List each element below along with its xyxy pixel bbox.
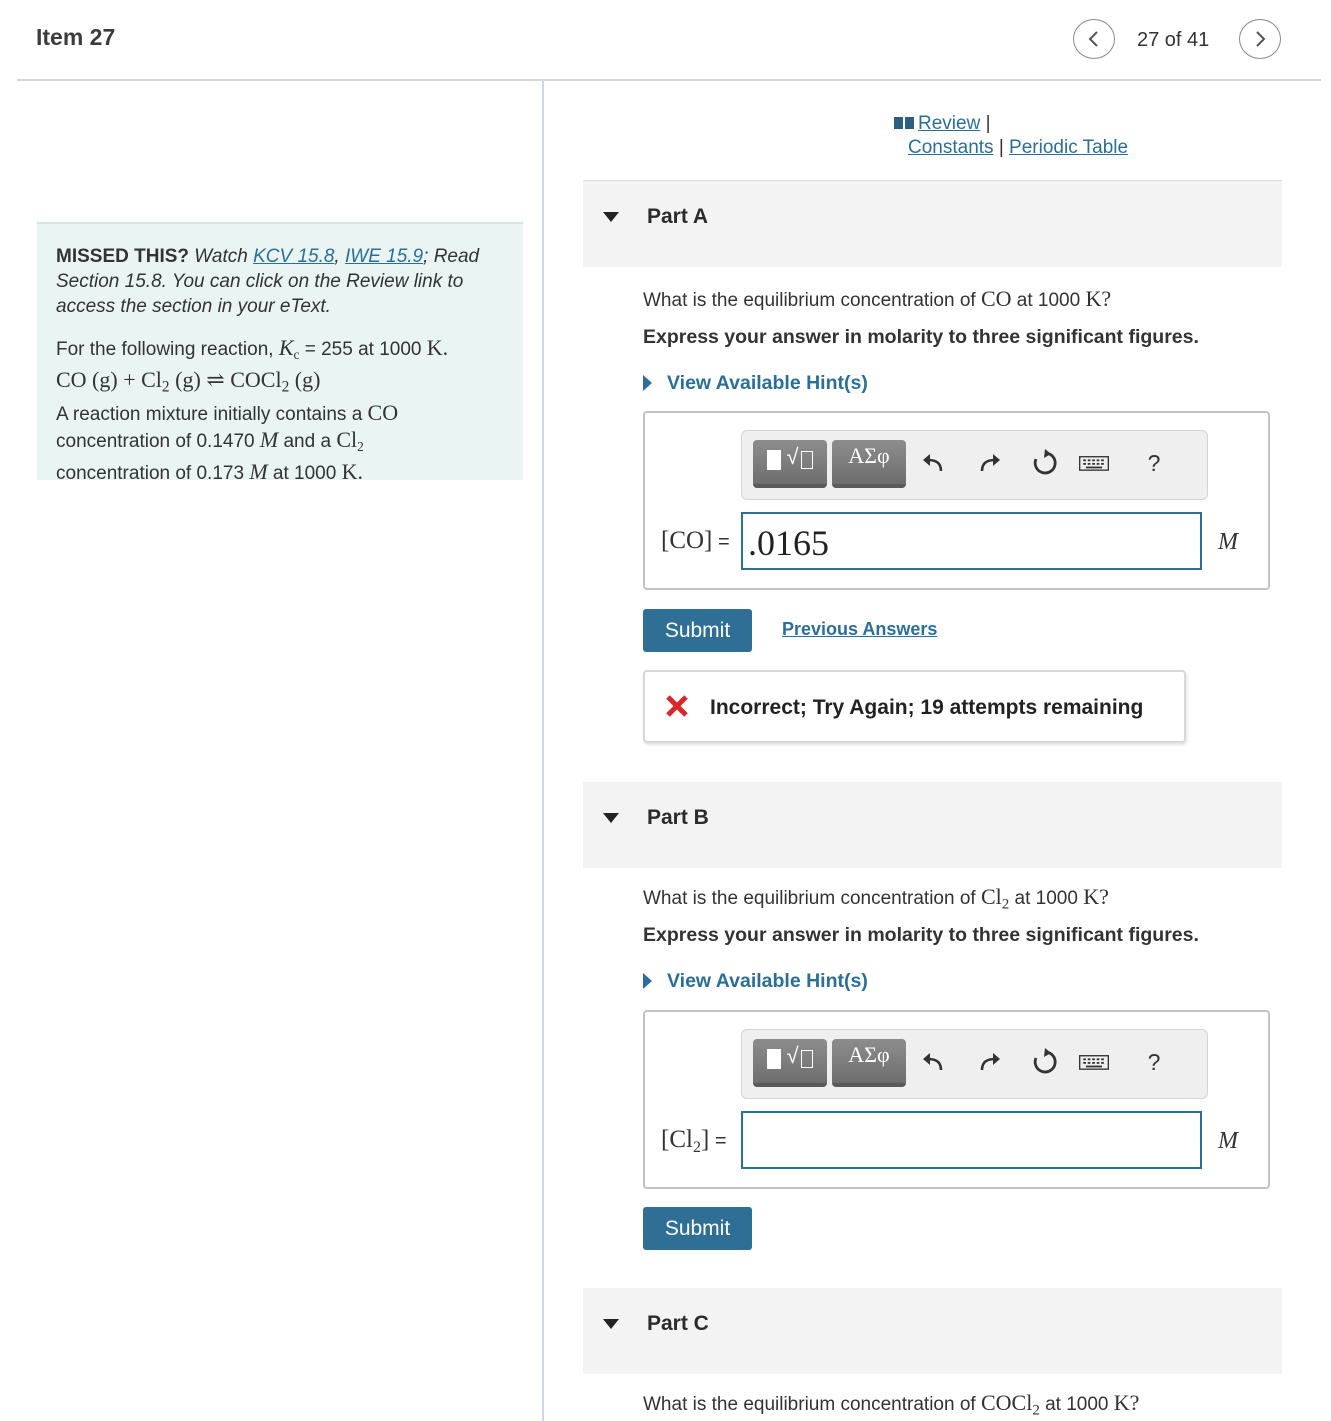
expand-triangle-icon xyxy=(643,973,652,989)
collapse-caret-icon[interactable] xyxy=(603,1319,619,1329)
cl2-concentration-label: $[Cl_2]$ = xyxy=(661,1126,727,1156)
header-divider xyxy=(17,79,1321,81)
co-answer-input[interactable] xyxy=(741,512,1202,570)
help-button[interactable]: ? xyxy=(1147,449,1161,476)
collapse-caret-icon[interactable] xyxy=(603,813,619,823)
part-b-header[interactable] xyxy=(583,782,1282,868)
part-b-question: What is the equilibrium concentration of $Cl_2$ at 1000 K? xyxy=(643,884,1109,913)
item-title: Item 27 xyxy=(36,24,116,50)
part-c-question: What is the equilibrium concentration of COCl$_2$ at 1000 K? xyxy=(643,1390,1140,1419)
part-a-title: Part A xyxy=(647,205,709,228)
reset-icon[interactable] xyxy=(1028,446,1062,480)
part-b-hint-toggle[interactable]: View Available Hint(s) xyxy=(643,970,868,993)
cl2-answer-input[interactable] xyxy=(741,1111,1202,1169)
previous-answers-link[interactable]: Previous Answers xyxy=(782,619,938,639)
part-c-header[interactable] xyxy=(583,1288,1282,1374)
constants-link[interactable]: Constants xyxy=(908,137,994,158)
part-c-title: Part C xyxy=(647,1312,709,1335)
co-concentration-label: [CO] = xyxy=(661,527,730,554)
greek-symbols-button[interactable]: ΑΣφ xyxy=(832,1039,906,1087)
undo-icon[interactable] xyxy=(916,1045,950,1079)
missed-this-note: MISSED THIS? Watch KCV 15.8, IWE 15.9; Read Section 15.8. You can click on the Review link to access the section in your eText. xyxy=(56,246,480,317)
chevron-right-icon xyxy=(1253,29,1267,49)
initial-conditions: A reaction mixture initially contains a CO concentration of 0.1470 M and a $Cl_2$ concentration of 0.173 M at 1000 K. xyxy=(56,399,399,484)
part-b-submit-button[interactable]: Submit xyxy=(643,1207,752,1250)
missed-label: MISSED THIS? xyxy=(56,246,190,267)
problem-intro xyxy=(37,222,523,484)
error-x-icon xyxy=(664,693,690,719)
next-item-button[interactable] xyxy=(1239,19,1281,59)
keyboard-icon[interactable] xyxy=(1077,446,1111,480)
templates-button[interactable]: √ xyxy=(753,1039,827,1087)
help-button[interactable]: ? xyxy=(1147,1048,1161,1075)
part-a-submit-button[interactable]: Submit xyxy=(643,609,752,652)
redo-icon[interactable] xyxy=(973,446,1007,480)
templates-button[interactable]: √ xyxy=(753,440,827,488)
greek-symbols-button[interactable]: ΑΣφ xyxy=(832,440,906,488)
part-a-instruction: Express your answer in molarity to three significant figures. xyxy=(643,326,1199,348)
molarity-unit: M xyxy=(1218,529,1238,555)
incorrect-feedback xyxy=(643,670,1186,743)
kc-symbol: K xyxy=(278,335,294,360)
read-text: ; Read Section 15.8. You can click on the Review link to access the section in your eText. xyxy=(56,246,480,317)
reset-icon[interactable] xyxy=(1028,1045,1062,1079)
molarity-unit: M xyxy=(1218,1128,1238,1154)
part-b-title: Part B xyxy=(647,806,709,829)
math-toolbar xyxy=(741,1029,1208,1099)
reaction-equation: CO $(g) + Cl_2$ (g) ⇌ COCl$_2$ (g) xyxy=(56,366,321,396)
expand-triangle-icon xyxy=(643,375,652,391)
feedback-text: Incorrect; Try Again; 19 attempts remaining xyxy=(710,696,1144,719)
part-b-instruction: Express your answer in molarity to three significant figures. xyxy=(643,924,1199,946)
book-icon xyxy=(894,116,914,130)
periodic-table-link[interactable]: Periodic Table xyxy=(1009,137,1129,158)
resource-links: Review | Constants | Periodic Table xyxy=(894,112,1128,160)
column-divider xyxy=(542,81,544,1421)
part-a-answer-box xyxy=(643,411,1270,590)
part-a-hint-toggle[interactable]: View Available Hint(s) xyxy=(643,372,868,395)
keyboard-icon[interactable] xyxy=(1077,1045,1111,1079)
kcv-link[interactable]: KCV 15.8 xyxy=(253,246,335,267)
chevron-left-icon xyxy=(1087,29,1101,49)
previous-item-button[interactable] xyxy=(1073,19,1115,59)
undo-icon[interactable] xyxy=(916,446,950,480)
part-b-answer-box xyxy=(643,1010,1270,1189)
watch-text: Watch xyxy=(194,246,248,267)
part-a-question: What is the equilibrium concentration of CO at 1000 K? xyxy=(643,286,1112,311)
reaction-description: For the following reaction, $K_c = 255$ at 1000 K. xyxy=(56,335,449,362)
math-toolbar xyxy=(741,430,1208,500)
part-a-header[interactable] xyxy=(583,181,1282,267)
review-link[interactable]: Review xyxy=(918,113,981,134)
collapse-caret-icon[interactable] xyxy=(603,212,619,222)
redo-icon[interactable] xyxy=(973,1045,1007,1079)
iwe-link[interactable]: IWE 15.9 xyxy=(344,246,424,267)
equilibrium-arrow: ⇌ xyxy=(206,366,225,392)
item-counter: 27 of 41 xyxy=(1137,29,1210,51)
